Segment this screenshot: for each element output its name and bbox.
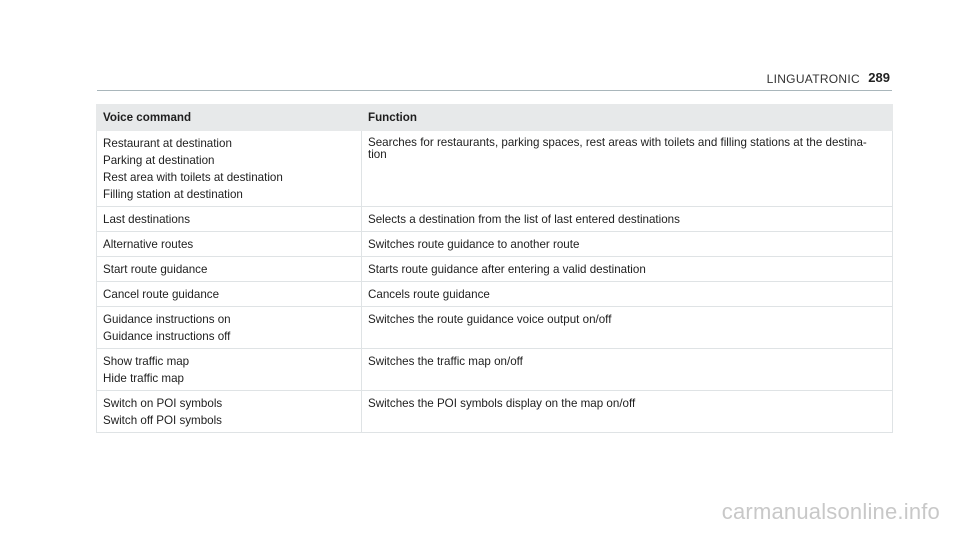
function-cell bbox=[362, 307, 893, 349]
voice-command: Hide traffic map bbox=[103, 372, 184, 385]
table-row bbox=[97, 207, 893, 232]
table-row bbox=[97, 391, 893, 433]
function-cell bbox=[362, 131, 893, 207]
function-description: Cancels route guidance bbox=[368, 288, 490, 301]
voice-command-cell bbox=[97, 257, 362, 282]
table-row bbox=[97, 349, 893, 391]
voice-command-cell bbox=[97, 349, 362, 391]
voice-command: Switch off POI symbols bbox=[103, 414, 222, 427]
voice-command-table bbox=[96, 104, 893, 433]
function-cell bbox=[362, 349, 893, 391]
table-header-row bbox=[97, 105, 893, 131]
table-row bbox=[97, 257, 893, 282]
voice-command-cell bbox=[97, 232, 362, 257]
column-header-voice-command: Voice command bbox=[97, 105, 362, 131]
voice-command: Alternative routes bbox=[103, 238, 194, 251]
voice-command: Guidance instructions on bbox=[103, 313, 231, 326]
table-row bbox=[97, 282, 893, 307]
table-row bbox=[97, 232, 893, 257]
voice-command: Show traffic map bbox=[103, 355, 190, 368]
voice-command: Switch on POI symbols bbox=[103, 397, 223, 410]
voice-command: Rest area with toilets at destination bbox=[103, 171, 283, 184]
function-cell bbox=[362, 257, 893, 282]
page-number: 289 bbox=[868, 70, 890, 85]
function-cell bbox=[362, 207, 893, 232]
voice-command-cell bbox=[97, 207, 362, 232]
function-description: Starts route guidance after entering a valid destination bbox=[368, 263, 646, 276]
table-row bbox=[97, 307, 893, 349]
function-description: Switches the POI symbols display on the map on/off bbox=[368, 397, 636, 410]
voice-command-cell bbox=[97, 307, 362, 349]
voice-command-cell bbox=[97, 282, 362, 307]
voice-command-cell bbox=[97, 391, 362, 433]
voice-command-cell bbox=[97, 131, 362, 207]
function-cell bbox=[362, 232, 893, 257]
column-header-function: Function bbox=[362, 105, 893, 131]
function-description: Switches the route guidance voice output on/off bbox=[368, 313, 612, 326]
voice-command: Restaurant at destination bbox=[103, 137, 232, 150]
function-description: Switches the traffic map on/off bbox=[368, 355, 523, 368]
function-description: Switches route guidance to another route bbox=[368, 238, 580, 251]
voice-command: Parking at destination bbox=[103, 154, 215, 167]
voice-command: Cancel route guidance bbox=[103, 288, 220, 301]
voice-command: Start route guidance bbox=[103, 263, 208, 276]
page-header bbox=[97, 64, 892, 91]
function-cell bbox=[362, 391, 893, 433]
function-description: Searches for restaurants, parking spaces, rest areas with toilets and filling stations at the destina- tion bbox=[368, 136, 867, 161]
table-row bbox=[97, 131, 893, 207]
section-title: LINGUATRONIC bbox=[766, 72, 860, 86]
function-description: Selects a destination from the list of last entered destinations bbox=[368, 213, 680, 226]
watermark: carmanualsonline.info bbox=[721, 499, 940, 524]
function-cell bbox=[362, 282, 893, 307]
voice-command: Filling station at destination bbox=[103, 188, 243, 201]
voice-command: Last destinations bbox=[103, 213, 191, 226]
voice-command: Guidance instructions off bbox=[103, 330, 231, 343]
